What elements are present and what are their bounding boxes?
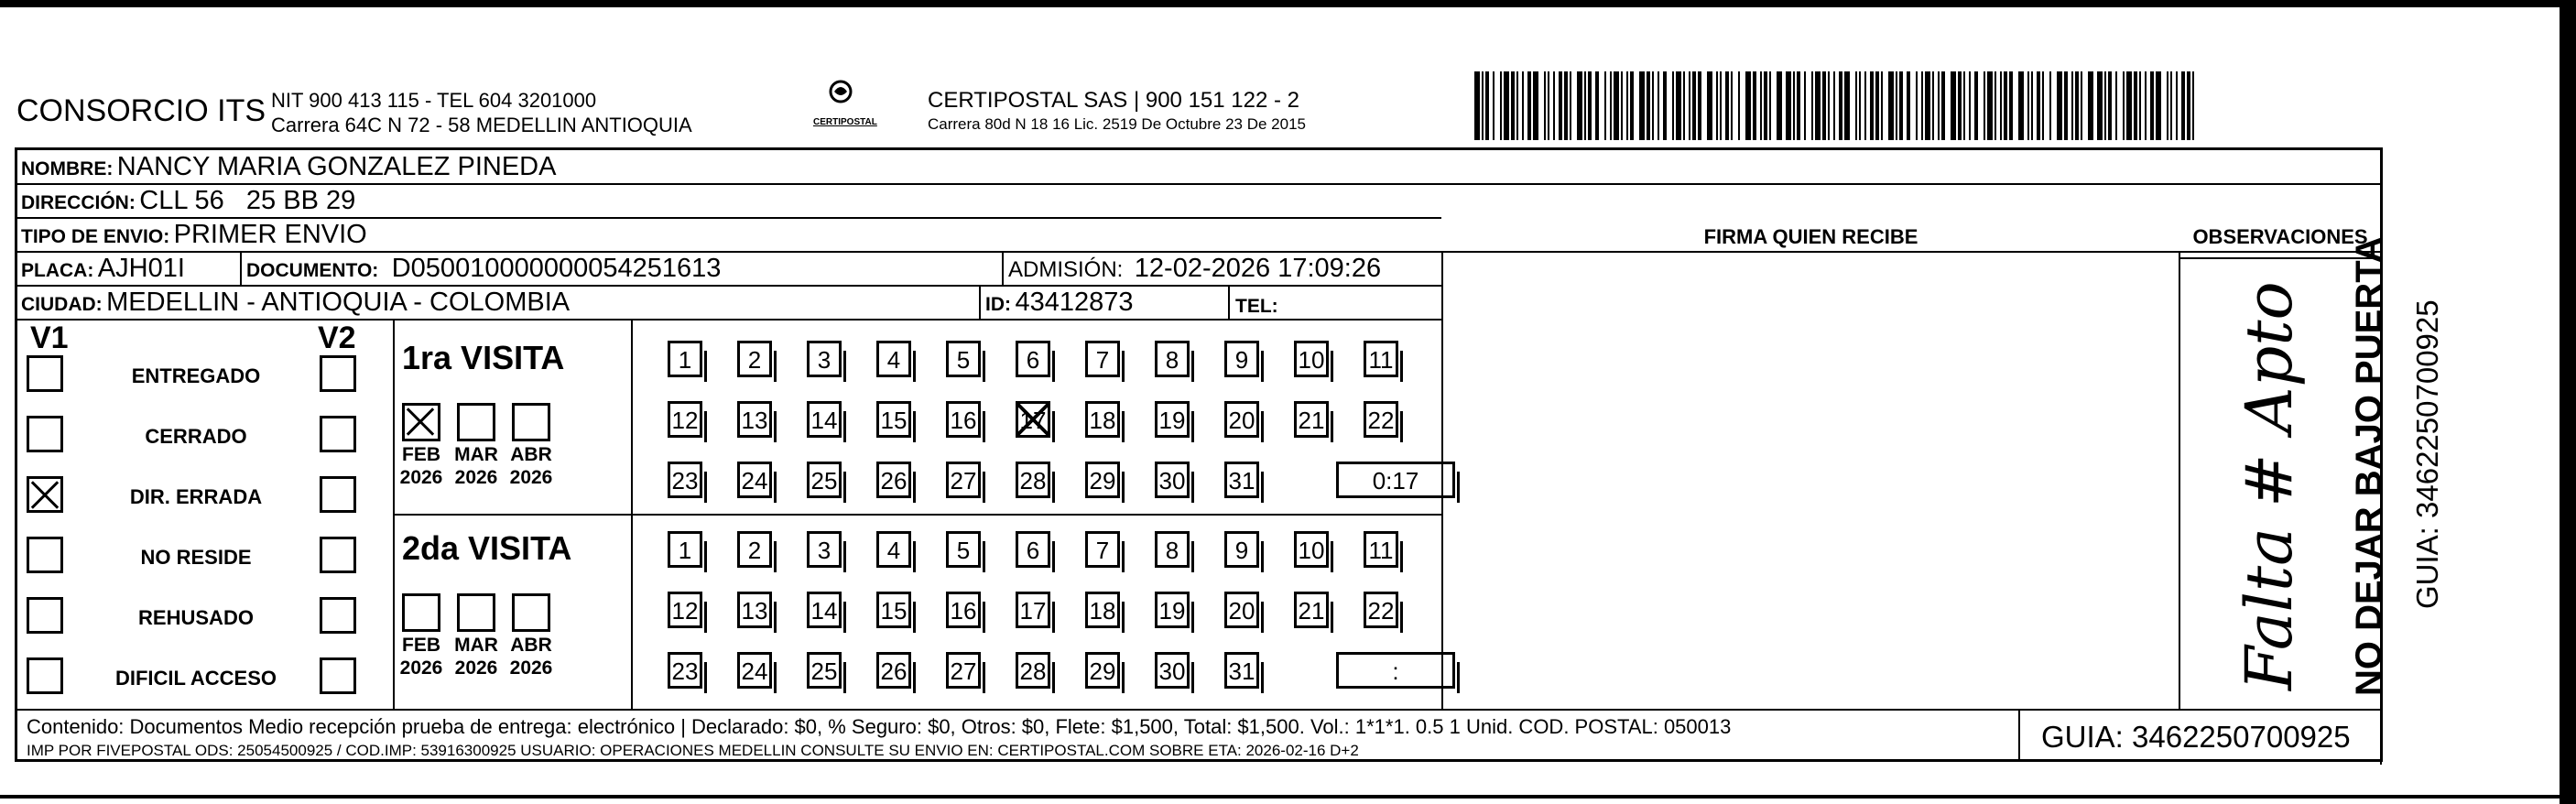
barcode-bar [1692,71,1696,140]
day-box[interactable]: 14 [807,401,842,438]
month-name: MAR [454,635,498,656]
day-box[interactable]: 31 [1224,462,1259,498]
top-border [0,0,2576,7]
certi-line1: CERTIPOSTAL SAS | 900 151 122 - 2 [928,88,1299,113]
direccion-value: CLL 56 25 BB 29 [139,186,356,215]
v2-checkbox[interactable] [320,657,356,694]
barcode-bar [1738,71,1740,140]
barcode-bar [1899,71,1903,140]
v2-checkbox[interactable] [320,416,356,452]
barcode-bar [1870,71,1874,140]
barcode-bar [1485,71,1489,140]
month-checkbox[interactable] [512,403,550,441]
barcode-bar [1707,71,1712,140]
barcode-bar [1511,71,1515,140]
ciudad-row [21,288,570,318]
month-year: 2026 [399,467,443,488]
day-box[interactable]: 1 [668,341,702,377]
guia-number: GUIA: 3462250700925 [2041,720,2351,754]
barcode-bar [1907,71,1910,140]
barcode-bar [1760,71,1762,140]
barcode-bar [1553,71,1555,140]
day-box[interactable]: 30 [1155,652,1190,689]
month-label [499,443,563,489]
barcode-bar [1745,71,1751,140]
barcode-bar [1932,71,1934,140]
barcode-bar [1731,71,1733,140]
day-box[interactable]: 6 [1016,531,1050,568]
v1-checkbox[interactable] [27,537,63,573]
ciudad-value: MEDELLIN - ANTIOQUIA - COLOMBIA [106,288,571,317]
barcode-bar [1881,71,1883,140]
barcode-bar [1804,71,1806,140]
barcode-bar [2004,71,2007,140]
v1-checkbox[interactable] [27,657,63,694]
barcode-bar [2187,71,2190,140]
observation-handwriting: Falta # Apto [2232,281,2307,690]
barcode-bar [2042,71,2044,140]
barcode-bar [1941,71,1945,140]
firma-header: FIRMA QUIEN RECIBE [1703,225,1918,248]
barcode-bar [1544,71,1546,140]
barcode-bar [2167,71,2168,140]
barcode-bar [2031,71,2033,140]
tel-label: TEL: [1235,296,1278,317]
barcode-bar [1958,71,1962,140]
barcode-bar [1500,71,1502,140]
day-box[interactable]: 22 [1364,592,1398,628]
v2-checkbox[interactable] [320,597,356,634]
barcode-bar [1533,71,1538,140]
barcode-bar [1725,71,1729,140]
direccion-label: DIRECCIÓN: [21,192,136,213]
day-box[interactable]: 4 [876,531,911,568]
barcode-bar [2176,71,2178,140]
admision-value: 12-02-2026 17:09:26 [1134,254,1382,283]
day-box[interactable]: 1 [668,531,702,568]
documento-row [246,254,721,284]
footer-imp: IMP POR FIVEPOSTAL ODS: 25054500925 / COD.IMP: 53916300925 USUARIO: OPERACIONES MEDELLIN CONSULTE SU ENVIO EN: CERTIPOSTAL.COM SOBRE ETA: 2026-02-16 D+2 [27,742,1359,759]
month-checkbox[interactable] [402,593,440,632]
barcode-bar [1570,71,1571,140]
barcode-bar [1797,71,1800,140]
barcode-bar [1504,71,1509,140]
barcode [1474,71,2207,140]
barcode-bar [1548,71,1549,140]
address-line: Carrera 64C N 72 - 58 MEDELLIN ANTIOQUIA [271,114,692,136]
day-box[interactable]: 27 [946,652,981,689]
barcode-bar [2126,71,2132,140]
second-visit-title: 2da VISITA [402,529,572,567]
day-box[interactable]: 15 [876,592,911,628]
barcode-bar [2115,71,2117,140]
day-box[interactable]: 10 [1294,531,1329,568]
barcode-bar [2037,71,2040,140]
day-box[interactable]: 3 [807,531,842,568]
barcode-bar [2145,71,2147,140]
barcode-bar [2071,71,2073,140]
status-label: REHUSADO [138,606,254,629]
barcode-bar [1811,71,1813,140]
day-box[interactable]: 20 [1224,401,1259,438]
barcode-bar [2009,71,2013,140]
month-year: 2026 [399,657,443,679]
barcode-bar [1753,71,1756,140]
barcode-bar [1888,71,1894,140]
day-box[interactable]: 12 [668,592,702,628]
day-box[interactable]: 8 [1155,341,1190,377]
day-box[interactable]: 19 [1155,401,1190,438]
day-box[interactable]: 25 [807,652,842,689]
barcode-bar [1564,71,1568,140]
barcode-bar [1822,71,1826,140]
barcode-bar [1516,71,1518,140]
barcode-bar [2156,71,2161,140]
barcode-bar [1855,71,1857,140]
placa-value: AJH01I [97,254,185,283]
barcode-bar [1815,71,1821,140]
day-box[interactable]: 5 [946,341,981,377]
day-box[interactable]: 2 [737,531,772,568]
day-box[interactable]: 16 [946,401,981,438]
barcode-bar [1672,71,1674,140]
v1-checkbox[interactable] [27,597,63,634]
month-year: 2026 [509,467,553,488]
month-checkbox[interactable] [457,593,495,632]
day-box[interactable]: 27 [946,462,981,498]
barcode-bar [1626,71,1628,140]
barcode-bar [2108,71,2112,140]
barcode-bar [1584,71,1586,140]
v2-checkbox[interactable] [320,476,356,513]
bottom-border [0,795,2564,799]
visit-time-box[interactable]: 0:17 [1336,462,1455,498]
day-box[interactable]: 4 [876,341,911,377]
side-guia: GUIA: 3462250700925 [2410,299,2444,609]
company-name: CONSORCIO ITS [16,93,266,128]
day-box[interactable]: 10 [1294,341,1329,377]
barcode-bar [1764,71,1767,140]
day-box[interactable]: 31 [1224,652,1259,689]
certipostal-info [928,88,1306,136]
first-visit-title: 1ra VISITA [402,339,565,376]
month-checkbox[interactable] [402,403,440,441]
day-box[interactable]: 26 [876,462,911,498]
barcode-bar [1839,71,1842,140]
ciudad-label: CIUDAD: [21,294,103,315]
admision-row [1008,254,1381,284]
day-box[interactable]: 14 [807,592,842,628]
footer-content: Contenido: Documentos Medio recepción prueba de entrega: electrónico | Declarado: $0, % Seguro: $0, Otros: $0, Flete: $1,500, Total: $1,500. Vol.: 1*1*1. 0.5 1 Unid. COD. POSTAL: 050013 [27,715,1732,738]
month-name: ABR [510,635,552,656]
day-box[interactable]: 29 [1085,462,1120,498]
barcode-bar [1987,71,1993,140]
day-box[interactable]: 12 [668,401,702,438]
day-box[interactable]: 30 [1155,462,1190,498]
day-box[interactable]: 9 [1224,531,1259,568]
documento-label: DOCUMENTO: [246,260,379,281]
v1-checkbox[interactable] [27,355,63,392]
barcode-bar [1777,71,1782,140]
barcode-bar [1864,71,1866,140]
barcode-bar [1896,71,1897,140]
barcode-bar [2018,71,2024,140]
barcode-bar [1921,71,1923,140]
day-box[interactable]: 23 [668,652,702,689]
barcode-bar [1689,71,1690,140]
barcode-bar [1875,71,1879,140]
barcode-bar [2027,71,2029,140]
barcode-bar [1769,71,1771,140]
day-box[interactable]: 21 [1294,592,1329,628]
barcode-bar [2104,71,2106,140]
barcode-bar [2097,71,2103,140]
day-box[interactable]: 21 [1294,401,1329,438]
barcode-bar [1658,71,1659,140]
v2-checkbox[interactable] [320,355,356,392]
barcode-bar [2049,71,2051,140]
day-box[interactable]: 7 [1085,531,1120,568]
barcode-bar [1859,71,1861,140]
month-year: 2026 [454,657,498,679]
nit-line: NIT 900 413 115 - TEL 604 3201000 [271,89,597,112]
barcode-bar [1938,71,1940,140]
barcode-bar [2192,71,2194,140]
v1-checkbox[interactable] [27,476,63,513]
day-box[interactable]: 2 [737,341,772,377]
month-name: MAR [454,444,498,465]
day-box[interactable]: 25 [807,462,842,498]
status-label: CERRADO [145,425,247,448]
day-box[interactable]: 7 [1085,341,1120,377]
no-dejar-warning: NO DEJAR BAJO PUERTA [2349,236,2389,696]
documento-value: D050010000000054251613 [391,254,722,283]
tipo-row [21,220,367,250]
barcode-bar [2170,71,2172,140]
barcode-bar [1676,71,1681,140]
v1-checkbox[interactable] [27,416,63,452]
status-label: NO RESIDE [140,546,252,569]
id-label: ID: [985,294,1011,315]
nombre-value: NANCY MARIA GONZALEZ PINEDA [116,152,557,181]
day-box[interactable]: 11 [1364,341,1398,377]
day-box[interactable]: 28 [1016,462,1050,498]
barcode-bar [1577,71,1582,140]
visit-time-box[interactable]: : [1336,652,1455,689]
day-box[interactable]: 20 [1224,592,1259,628]
month-name: FEB [402,635,440,656]
placa-label: PLACA: [21,260,94,281]
day-box[interactable]: 24 [737,652,772,689]
barcode-bar [2134,71,2137,140]
barcode-bar [1916,71,1918,140]
nombre-label: NOMBRE: [21,158,114,179]
company-info [271,88,692,137]
v1-header: V1 [30,321,69,355]
day-box[interactable]: 15 [876,401,911,438]
month-year: 2026 [454,467,498,488]
barcode-bar [2150,71,2154,140]
tipo-label: TIPO DE ENVIO: [21,226,170,247]
barcode-bar [2075,71,2079,140]
day-box[interactable]: 13 [737,592,772,628]
barcode-bar [1951,71,1956,140]
placa-row [21,254,185,284]
certipostal-logo [811,79,903,143]
day-box[interactable]: 24 [737,462,772,498]
admision-label: ADMISIÓN: [1008,257,1124,282]
barcode-bar [2139,71,2141,140]
barcode-bar [1482,71,1484,140]
barcode-bar [1844,71,1850,140]
day-box[interactable]: 18 [1085,401,1120,438]
barcode-bar [1639,71,1645,140]
month-name: ABR [510,444,552,465]
barcode-bar [1833,71,1835,140]
day-box[interactable]: 11 [1364,531,1398,568]
delivery-form [15,147,2383,762]
barcode-bar [1527,71,1531,140]
logo-text: CERTIPOSTAL [813,117,877,127]
barcode-bar [1559,71,1562,140]
barcode-bar [2064,71,2068,140]
barcode-bar [2057,71,2062,140]
barcode-bar [1621,71,1623,140]
barcode-bar [1604,71,1606,140]
barcode-bar [1720,71,1722,140]
barcode-bar [1595,71,1599,140]
day-box[interactable]: 23 [668,462,702,498]
day-box[interactable]: 16 [946,592,981,628]
day-box[interactable]: 28 [1016,652,1050,689]
barcode-bar [2123,71,2125,140]
barcode-bar [2181,71,2185,140]
day-box[interactable]: 26 [876,652,911,689]
month-checkbox[interactable] [457,403,495,441]
barcode-bar [1716,71,1718,140]
status-label: ENTREGADO [131,364,261,387]
barcode-bar [2088,71,2093,140]
barcode-bar [1683,71,1685,140]
barcode-bar [1793,71,1795,140]
day-box[interactable]: 29 [1085,652,1120,689]
barcode-bar [1969,71,1971,140]
observaciones-header: OBSERVACIONES [2192,225,2368,248]
month-name: FEB [402,444,440,465]
barcode-bar [1610,71,1612,140]
barcode-bar [1828,71,1830,140]
barcode-bar [1522,71,1524,140]
barcode-bar [1652,71,1654,140]
day-box[interactable]: 19 [1155,592,1190,628]
barcode-bar [1925,71,1930,140]
barcode-bar [1588,71,1592,140]
day-box[interactable]: 13 [737,401,772,438]
month-label [499,634,563,679]
day-box[interactable]: 6 [1016,341,1050,377]
barcode-bar [1984,71,1985,140]
v2-header: V2 [318,321,356,355]
barcode-bar [1994,71,1996,140]
barcode-bar [2081,71,2082,140]
day-box[interactable]: 17 [1016,592,1050,628]
barcode-bar [1493,71,1495,140]
day-box[interactable]: 5 [946,531,981,568]
barcode-bar [1647,71,1650,140]
tel-row [1235,289,1278,320]
barcode-bar [1630,71,1634,140]
nombre-row [21,152,556,182]
direccion-row [21,186,355,216]
month-year: 2026 [509,657,553,679]
day-box[interactable]: 22 [1364,401,1398,438]
barcode-bar [1974,71,1978,140]
day-box[interactable]: 18 [1085,592,1120,628]
status-label: DIR. ERRADA [129,485,263,508]
day-box[interactable]: 17 [1016,401,1050,438]
right-border [2560,0,2576,804]
status-label: DIFICIL ACCESO [114,667,277,690]
day-box[interactable]: 9 [1224,341,1259,377]
id-row [985,288,1133,318]
tipo-value: PRIMER ENVIO [173,220,367,249]
barcode-bar [1663,71,1667,140]
day-box[interactable]: 3 [807,341,842,377]
day-box[interactable]: 8 [1155,531,1190,568]
certi-line2: Carrera 80d N 18 16 Lic. 2519 De Octubre 23 De 2015 [928,115,1306,133]
barcode-bar [1698,71,1701,140]
barcode-bar [1474,71,1480,140]
v2-checkbox[interactable] [320,537,356,573]
barcode-bar [2000,71,2002,140]
barcode-bar [1963,71,1965,140]
barcode-bar [1786,71,1791,140]
barcode-bar [1614,71,1619,140]
id-value: 43412873 [1015,288,1134,317]
month-checkbox[interactable] [512,593,550,632]
